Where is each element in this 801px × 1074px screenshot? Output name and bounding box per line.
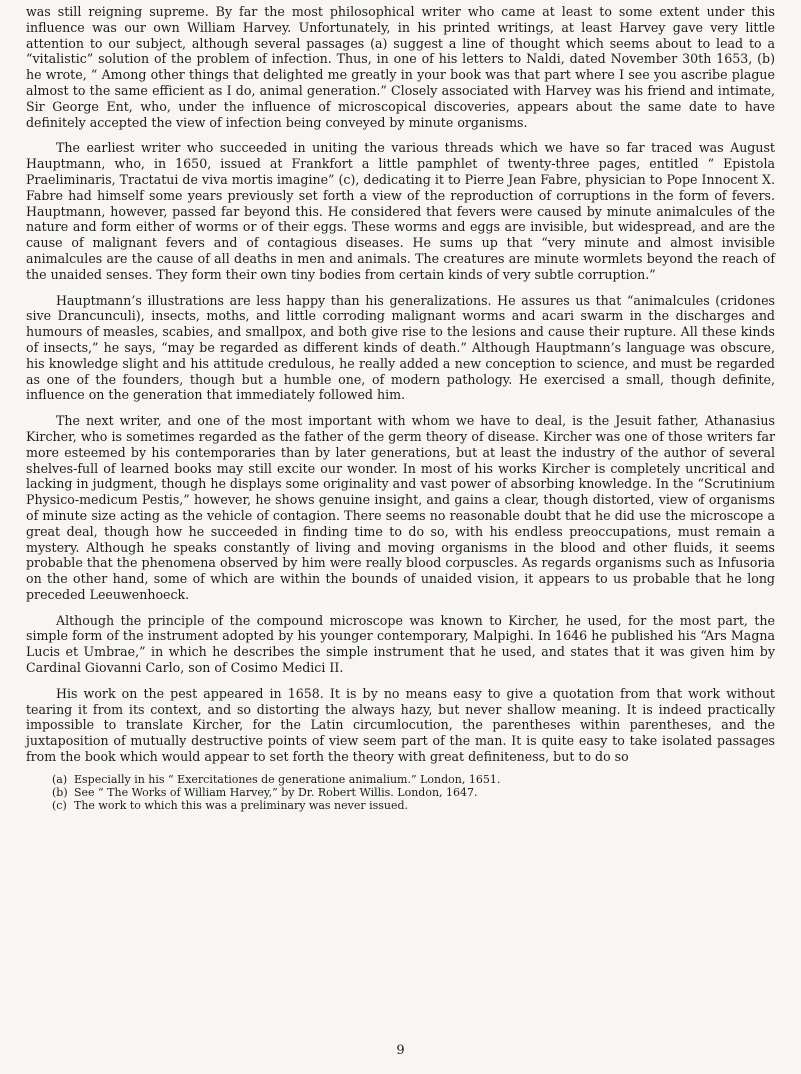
footnote-mark: (c) <box>52 798 67 812</box>
footnote-text: See “ The Works of William Harvey,” by Dr. Robert Willis. London, 1647. <box>74 785 478 799</box>
footnote-mark: (a) <box>52 772 68 786</box>
body-paragraph: Hauptmann’s illustrations are less happy than his generalizations. He assures us that “animalcules (cridones sive Drancunculi), insects, moths, and little corroding malignant worms and acari swarm in the discharges and humours of measles, scabies, and smallpox, and both give rise to the lesions and cause their rupture. All these kinds of insects,” he says, “may be regarded as different kinds of death.” Although Hauptmann’s language was obscure, his knowledge slight and his attitude credulous, he really added a new conception to science, and must be regarded as one of the founders, though but a humble one, of modern pathology. He exercised a small, though definite, influence on the generation that immediately followed him. <box>26 292 775 403</box>
body-paragraph: His work on the pest appeared in 1658. It is by no means easy to give a quotation from that work without tearing it from its context, and so distorting the always hazy, but never shallow meaning. It is indeed practically impossible to translate Kircher, for the Latin circumlocution, the parentheses within parentheses, and the juxtaposition of mutually destructive points of view seem part of the man. It is quite easy to take isolated passages from the book which would appear to set forth the theory with great definiteness, but to do so <box>26 685 775 765</box>
body-paragraph: Although the principle of the compound microscope was known to Kircher, he used, for the most part, the simple form of the instrument adopted by his younger contemporary, Malpighi. In 1646 he published his “Ars Magna Lucis et Umbrae,” in which he describes the simple instrument that he used, and states that it was given him by Cardinal Giovanni Carlo, son of Cosimo Medici II. <box>26 612 775 676</box>
footnote-text: Especially in his “ Exercitationes de generatione animalium.” London, 1651. <box>74 772 501 786</box>
footnote <box>52 786 775 799</box>
footnote-mark: (b) <box>52 785 68 799</box>
body-paragraph: The earliest writer who succeeded in uniting the various threads which we have so far traced was August Hauptmann, who, in 1650, issued at Frankfort a little pamphlet of twenty-three pages, entitled “ Epistola Praeliminaris, Tractatui de viva mortis imagine” (c), dedicating it to Pierre Jean Fabre, physician to Pope Innocent X. Fabre had himself some years previously set forth a view of the reproduction of corruptions in the form of fevers. Hauptmann, however, passed far beyond this. He considered that fevers were caused by minute animalcules of the nature and form either of worms or of their eggs. These worms and eggs are invisible, but widespread, and are the cause of malignant fevers and of contagious diseases. He sums up that “very minute and almost invisible animalcules are the cause of all deaths in men and animals. The creatures are minute wormlets beyond the reach of the unaided senses. They form their own tiny bodies from certain kinds of very subtle corruption.” <box>26 140 775 282</box>
footnote <box>52 799 775 812</box>
footnotes <box>26 773 775 812</box>
page-number: 9 <box>396 1043 405 1058</box>
body-paragraph: was still reigning supreme. By far the most philosophical writer who came at least to some extent under this influence was our own William Harvey. Unfortunately, in his printed writings, at least Harvey gave very little attention to our subject, although several passages (a) suggest a line of thought which seems about to lead to a “vitalistic” solution of the problem of infection. Thus, in one of his letters to Naldi, dated November 30th 1653, (b) he wrote, “ Among other things that delighted me greatly in your book was that part where I see you ascribe plague almost to the same efficient as I do, animal generation.” Closely associated with Harvey was his friend and intimate, Sir George Ent, who, under the influence of microscopical discoveries, appears about the same date to have definitely accepted the view of infection being conveyed by minute organisms. <box>26 4 775 130</box>
footnote-text: The work to which this was a preliminary was never issued. <box>74 798 409 812</box>
footnote <box>52 773 775 786</box>
body-paragraph: The next writer, and one of the most important with whom we have to deal, is the Jesuit father, Athanasius Kircher, who is sometimes regarded as the father of the germ theory of disease. Kircher was one of those writers far more esteemed by his contemporaries than by later generations, but at least the industry of the author of several shelves-full of learned books may still excite our wonder. In most of his works Kircher is completely uncritical and lacking in judgment, though he displays some originality and vast power of absorbing knowledge. In the “Scrutinium Physico-medicum Pestis,” however, he shows genuine insight, and gains a clear, though distorted, view of organisms of minute size acting as the vehicle of contagion. There seems no reasonable doubt that he did use the microscope a great deal, though how he succeeded in finding time to do so, with his endless preoccupations, must remain a mystery. Although he speaks constantly of living and moving organisms in the blood and other fluids, it seems probable that the phenomena observed by him were really blood corpuscles. As regards organisms such as Infusoria on the other hand, some of which are within the bounds of unaided vision, it appears to us probable that he long preceded Leeuwenhoeck. <box>26 413 775 602</box>
